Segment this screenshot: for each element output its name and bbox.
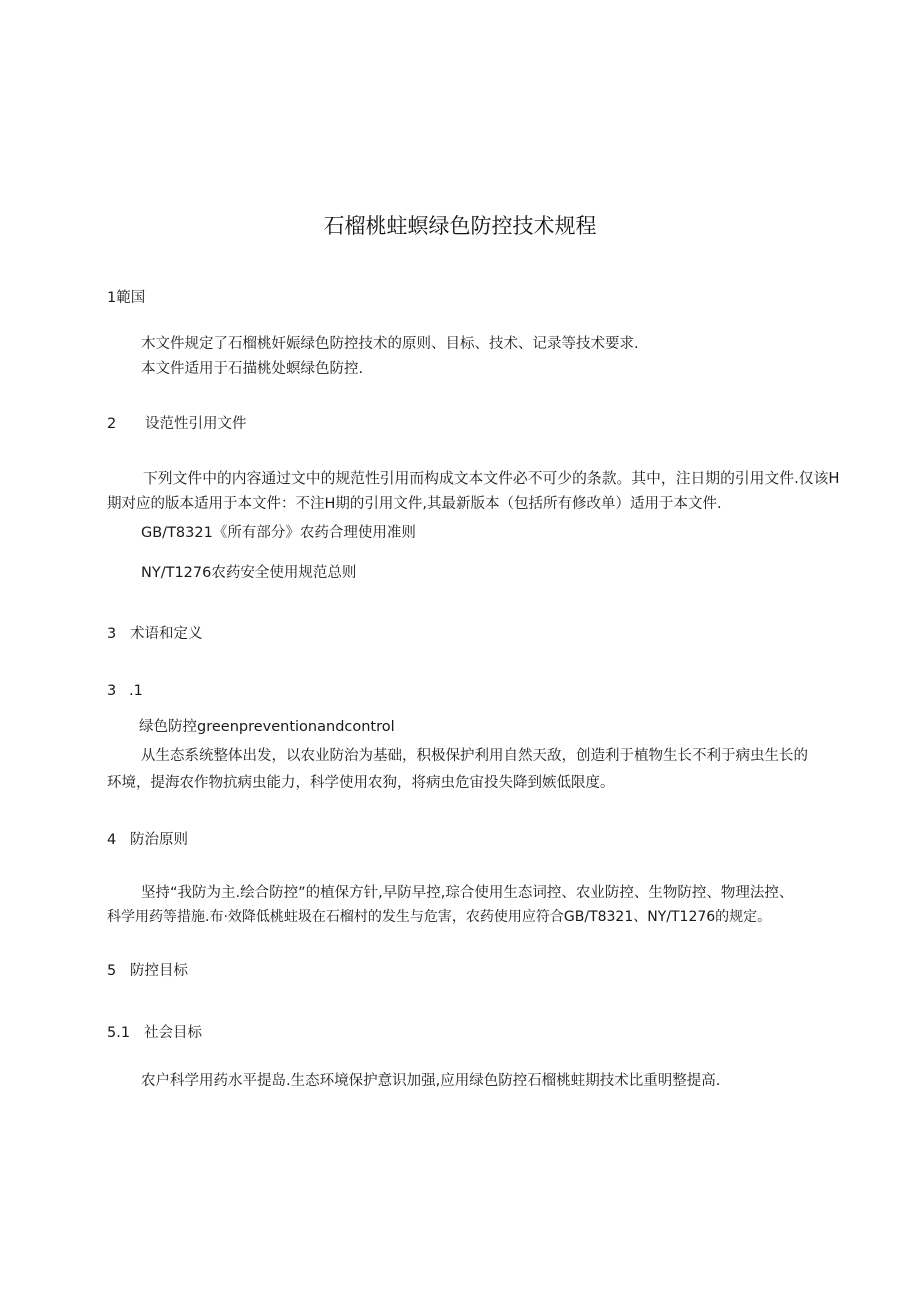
page-title: 石榴桃蛀螟绿色防控技术规程	[323, 214, 597, 238]
section-1-paragraph-1: 木文件规定了石榴桃奸娠绿色防控技术的原则、目标、技术、记录等技术要求.	[141, 336, 639, 352]
normative-reference-1: GB/T8321《所有部分》农药合理使用准则	[141, 525, 416, 541]
section-2-paragraph-line-1: 下列文件中的内容通过文中的规范性引用而构成文本文件必不可少的条款。其中，注日期的引用文件.仅该H	[143, 470, 840, 487]
section-4-paragraph-line-2: 科学用药等措施.布·效降低桃蛀圾在石榴村的发生与危害，农药使用应符合GB/T8321、NY/T1276的规定。	[107, 909, 772, 925]
subsection-5-1-number: 5.1	[107, 1025, 131, 1041]
section-2-paragraph-line-2: 期对应的版本适用于本文件：不注H期的引用文件,其最新版本（包括所有修改单）适用于本文件.	[107, 496, 722, 512]
normative-reference-2: NY/T1276农药安全使用规范总则	[141, 565, 357, 581]
section-3-number: 3	[107, 626, 117, 642]
section-4-paragraph-line-1: 坚持“我防为主.绘合防控”的植保方针,早防早控,琮合使用生态词控、农业防控、生物防控、物理法控、	[141, 885, 794, 901]
term-definition-line-2: 环境，提海农作物抗病虫能力，科学使用农狗，将病虫危宙投失降到嫉低限度。	[107, 775, 615, 791]
section-2-number: 2	[107, 416, 117, 432]
section-4-number: 4	[107, 832, 117, 848]
subsection-3-1-number-a: 3	[107, 683, 117, 699]
section-1-heading: 1範国	[107, 290, 146, 306]
subsection-5-1-paragraph: 农户科学用药水平提岛.生态环境保护意识加强,应用绿色防控石榴桃蛀期技术比重明整提高.	[141, 1073, 721, 1089]
subsection-5-1-heading: 社会目标	[144, 1025, 202, 1041]
section-1-paragraph-2: 本文件适用于石描桃处螟绿色防控.	[141, 361, 364, 377]
section-3-heading: 术语和定义	[130, 626, 203, 642]
section-4-heading: 防治原则	[130, 832, 188, 848]
term-definition-line-1: 从生态系统整体出发，以农业防治为基础，积极保护利用自然天敌，创造利于植物生长不利于病虫生长的	[141, 748, 808, 764]
section-2-heading: 设范性引用文件	[145, 416, 247, 432]
subsection-3-1-number-b: .1	[129, 683, 143, 699]
term-green-prevention: 绿色防控greenpreventionandcontrol	[139, 719, 395, 735]
section-5-number: 5	[107, 963, 117, 979]
section-5-heading: 防控目标	[130, 963, 188, 979]
